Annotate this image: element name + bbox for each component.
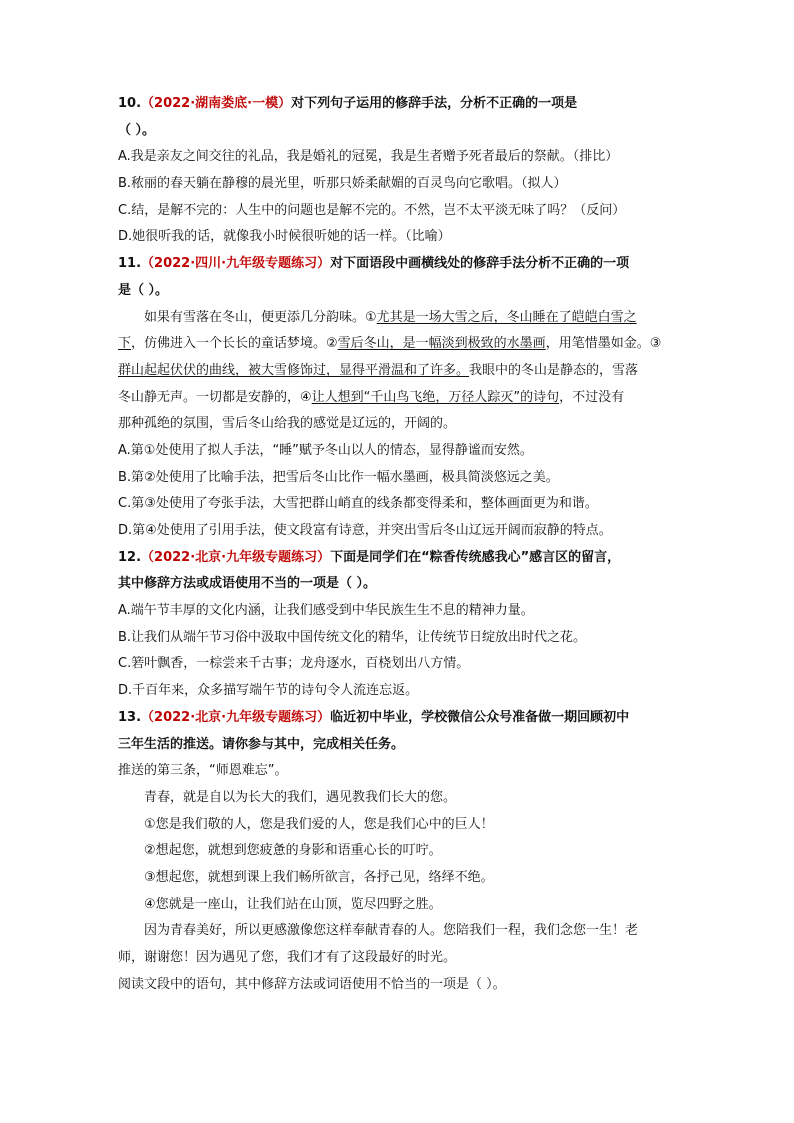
q10-option-b: B.秾丽的春天躺在静穆的晨光里，听那只娇柔献媚的百灵鸟向它歌唱。（拟人）	[118, 176, 567, 192]
underlined-1-end: 下	[118, 336, 132, 352]
q11-passage-line	[118, 363, 678, 379]
q11-source: （2022·四川·九年级专题练习）	[141, 256, 331, 272]
q12-stem: 下面是同学们在“粽香传统感我心”感言区的留言，	[330, 549, 621, 565]
q13-stem: 临近初中毕业，学校微信公众号准备做一期回顾初中	[330, 709, 630, 725]
passage-text: 如果有雪落在冬山，便更添几分韵味。①	[144, 309, 377, 325]
q11-passage-line	[118, 390, 678, 406]
q13-passage-line: ②想起您，就想到您疲惫的身影和语重心长的叮咛。	[144, 843, 442, 859]
q10-option-c: C.结，是解不完的：人生中的问题也是解不完的。不然，岂不太平淡无味了吗？（反问）	[118, 202, 626, 218]
q13-number: 13.	[118, 709, 142, 725]
q13-stem-cont: 三年生活的推送。请你参与其中，完成相关任务。	[118, 736, 405, 752]
q11-heading	[118, 256, 678, 272]
q13-heading	[118, 710, 678, 726]
q10-source: （2022·湖南娄底·一模）	[141, 96, 292, 111]
q12-option-b: B.让我们从端午节习俗中汲取中国传统文化的精华，让传统节日绽放出时代之花。	[118, 629, 587, 645]
q11-option-c: C.第③处使用了夸张手法，大雪把群山峭直的线条都变得柔和，整体画面更为和谐。	[118, 496, 598, 512]
q13-passage-line: 因为青春美好，所以更感激像您这样奉献青春的人。您陪我们一程，我们念您一生！老	[144, 923, 639, 939]
q13-source: （2022·北京·九年级专题练习）	[141, 709, 331, 725]
q11-passage-line	[118, 310, 678, 326]
q10-number: 10.	[118, 96, 142, 111]
underlined-2: 雪后冬山，是一幅淡到极致的水墨画	[337, 336, 546, 352]
q12-number: 12.	[118, 549, 142, 565]
q11-passage-line: 那种孤绝的氛围，雪后冬山给我的感觉是辽远的，开阔的。	[118, 416, 457, 432]
q10-heading	[118, 96, 678, 112]
q11-option-b: B.第②处使用了比喻手法，把雪后冬山比作一幅水墨画，极具简淡悠远之美。	[118, 469, 559, 485]
q13-intro: 推送的第三条，“师恩难忘”。	[118, 763, 288, 779]
worksheet	[118, 96, 678, 1003]
q12-source: （2022·北京·九年级专题练习）	[141, 549, 331, 565]
q12-heading	[118, 550, 678, 566]
q13-passage-line: 青春，就是自以为长大的我们，遇见教我们长大的您。	[144, 789, 457, 805]
underlined-3: 群山起起伏伏的曲线，被大雪修饰过，显得平滑温和了许多。	[118, 362, 470, 378]
passage-text: ，不过没有	[559, 389, 625, 405]
q10-blank: （ ）。	[118, 122, 156, 138]
q11-passage-line	[118, 336, 678, 352]
underlined-1: 尤其是一场大雪之后，冬山睡在了皑皑白雪之	[376, 309, 637, 325]
q13-passage-line: ④您就是一座山，让我们站在山顶，览尽四野之胜。	[144, 896, 442, 912]
q12-option-c: C.箬叶飘香，一棕尝来千古事；龙舟逐水，百桡划出八方情。	[118, 656, 470, 672]
passage-text: 我眼中的冬山是静态的，雪落	[469, 362, 639, 378]
q12-option-d: D.千百年来，众多描写端午节的诗句令人流连忘返。	[118, 683, 419, 699]
q10-stem: 对下列句子运用的修辞手法，分析不正确的一项是	[291, 96, 578, 111]
q11-stem: 对下面语段中画横线处的修辞手法分析不正确的一项	[330, 256, 630, 272]
q13-passage-line: 师，谢谢您！因为遇见了您，我们才有了这段最好的时光。	[118, 950, 457, 965]
passage-text: ，用笔惜墨如金。③	[545, 336, 662, 352]
q13-question: 阅读文段中的语句，其中修辞方法或词语使用不恰当的一项是（ ）。	[118, 976, 506, 992]
q12-stem-cont: 其中修辞方法或成语使用不当的一项是（ ）。	[118, 576, 377, 592]
q13-passage-line: ①您是我们敬的人，您是我们爱的人，您是我们心中的巨人！	[144, 816, 494, 832]
q11-number: 11.	[118, 256, 142, 272]
q12-option-a: A.端午节丰厚的文化内涵，让我们感受到中华民族生生不息的精神力量。	[118, 603, 534, 619]
underlined-4: 让人想到“千山鸟飞绝，万径人踪灭”的诗句	[311, 389, 560, 405]
q11-option-d: D.第④处使用了引用手法，使文段富有诗意，并突出雪后冬山辽远开阔而寂静的特点。	[118, 523, 612, 538]
q10-option-d: D.她很听我的话，就像我小时候很听她的话一样。（比喻）	[118, 229, 451, 245]
passage-text: 冬山静无声。一切都是安静的，④	[118, 389, 312, 405]
q13-passage-line: ③想起您，就想到课上我们畅所欲言，各抒己见，络绎不绝。	[144, 869, 494, 885]
q11-option-a: A.第①处使用了拟人手法，“睡”赋予冬山以人的情态，显得静谧而安然。	[118, 442, 533, 458]
q11-stem-cont: 是（ ）。	[118, 282, 169, 298]
passage-text: ，仿佛进入一个长长的童话梦境。②	[131, 336, 338, 352]
q10-option-a: A.我是亲友之间交往的礼品，我是婚礼的冠冕，我是生者赠予死者最后的祭献。（排比）	[118, 149, 619, 165]
